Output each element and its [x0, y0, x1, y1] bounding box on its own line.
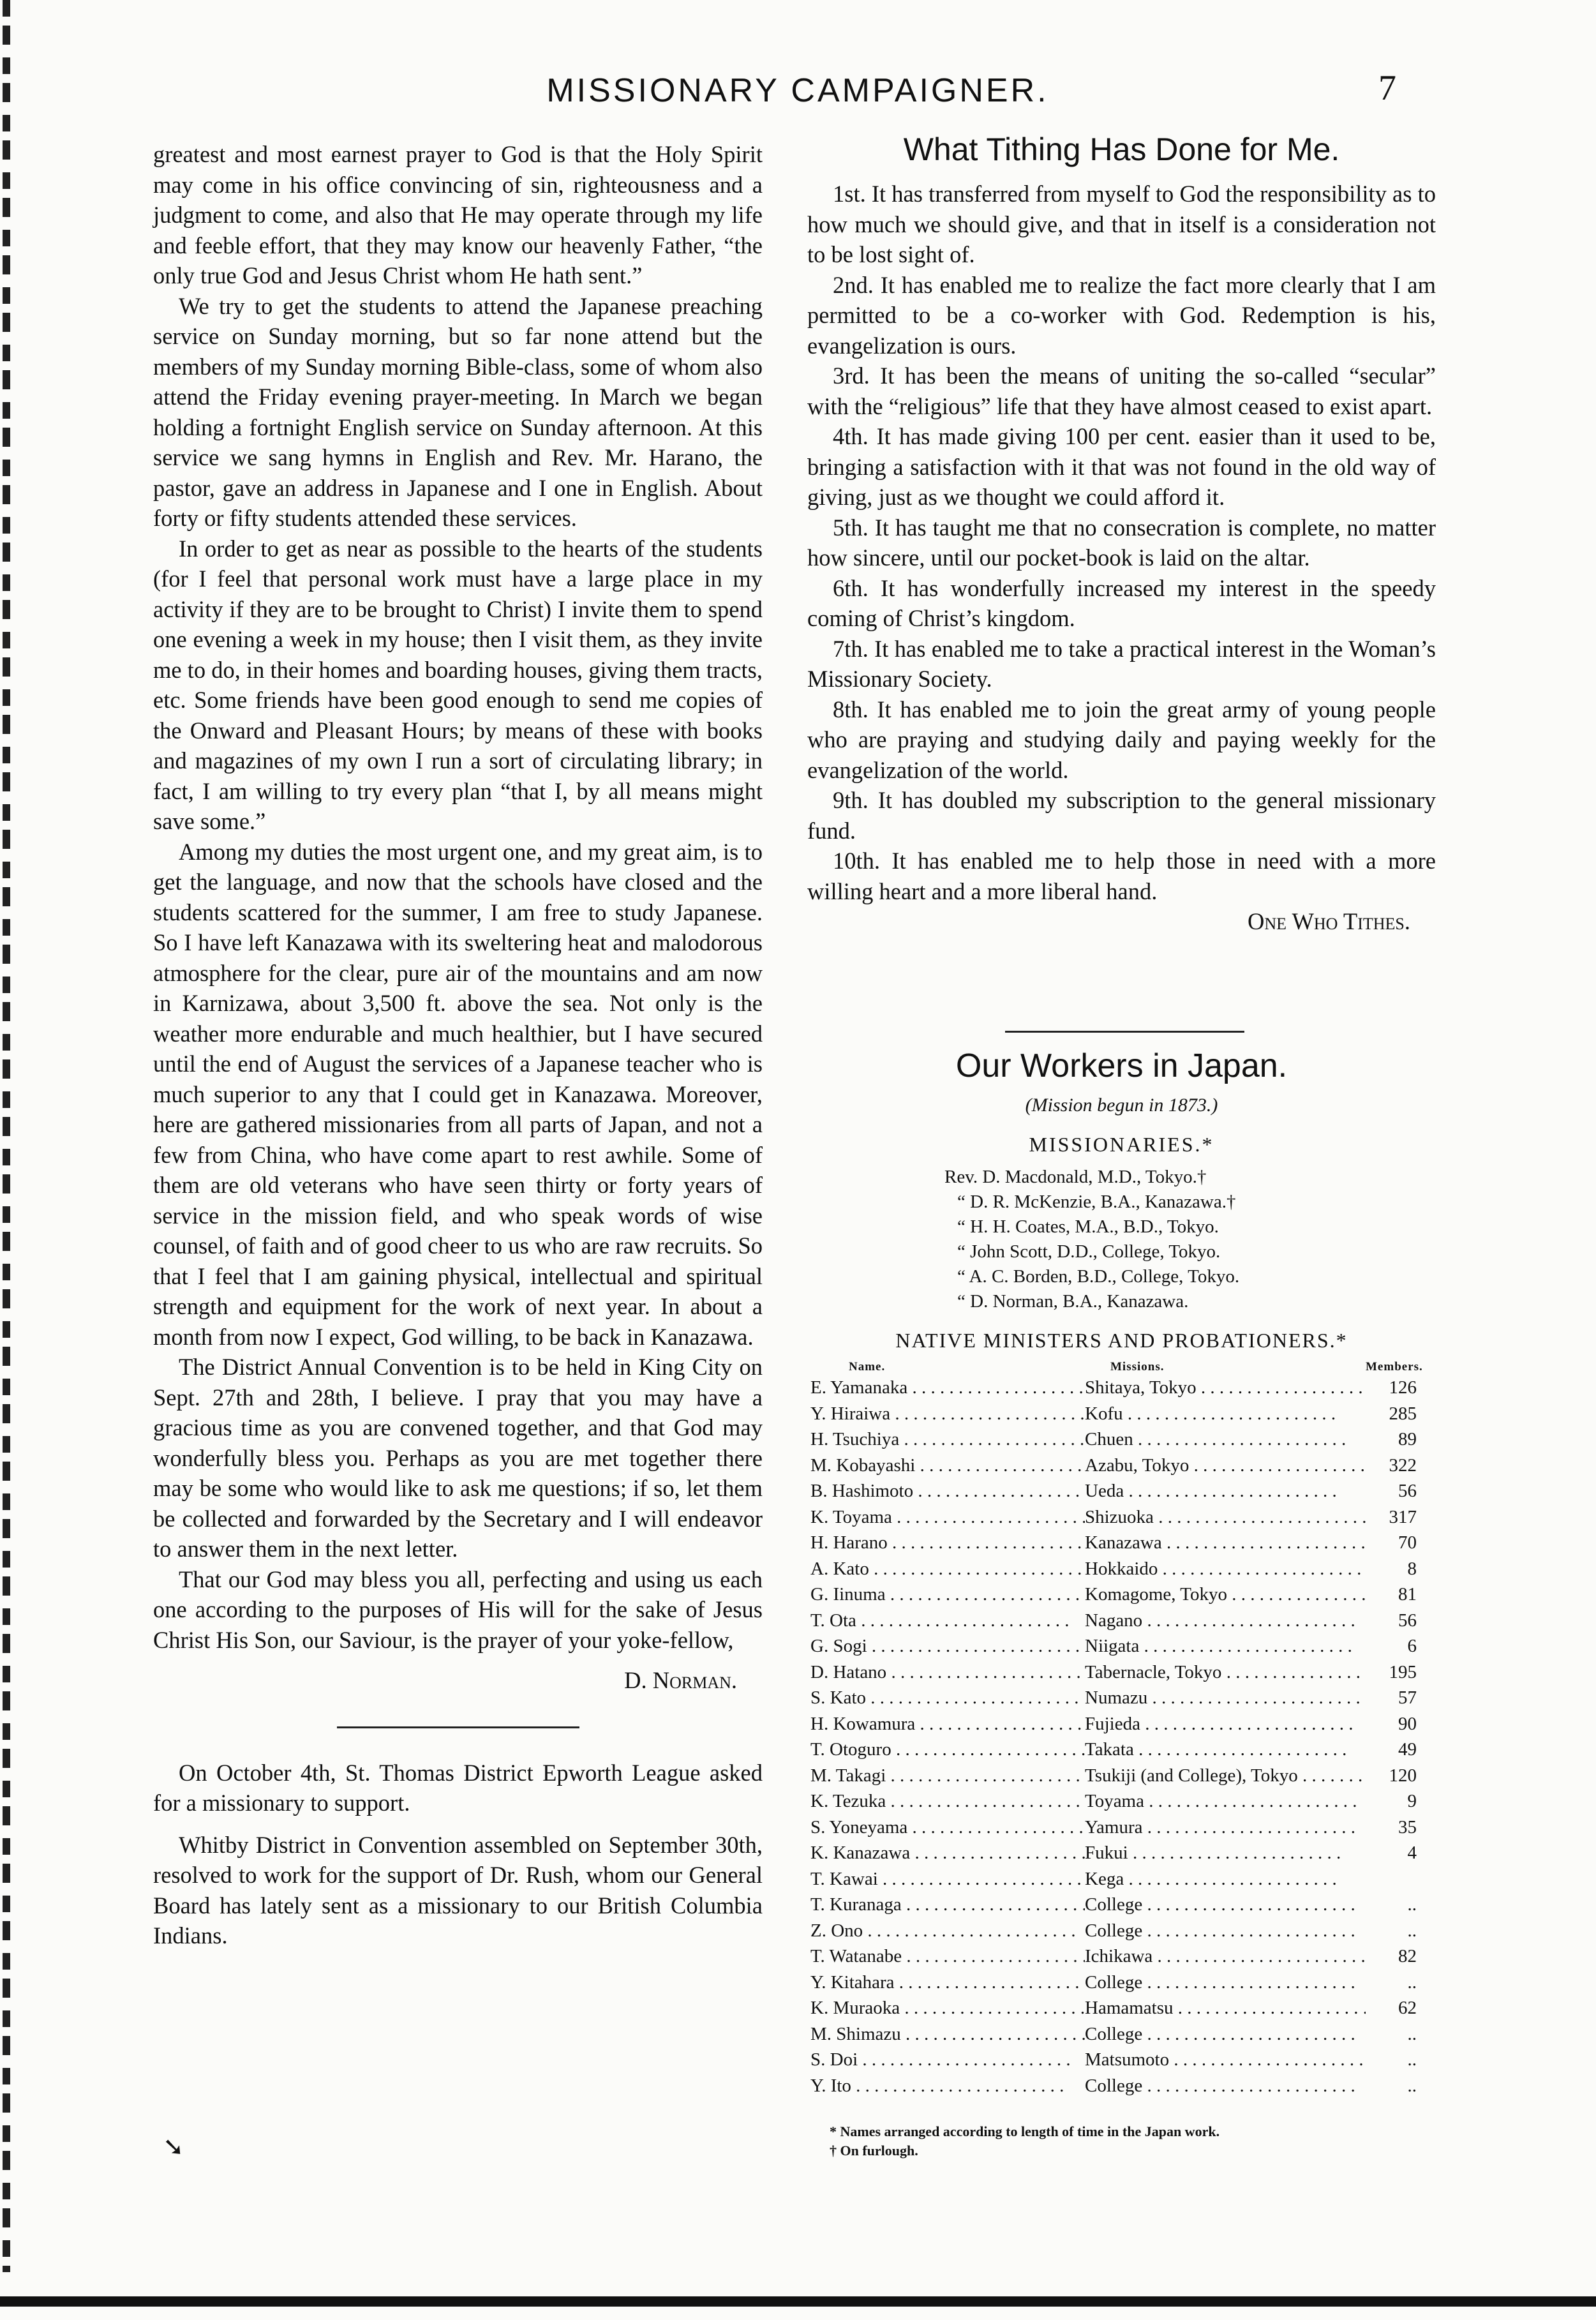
missionary-entry: Rev. D. Macdonald, M.D., Tokyo.† — [944, 1167, 1207, 1187]
worker-mission: Kega . . . — [1085, 1866, 1366, 1892]
worker-members: 8 — [1366, 1556, 1417, 1582]
worker-mission: Kofu . . . — [1085, 1401, 1366, 1427]
worker-name: Z. Ono . . . — [810, 1918, 1085, 1944]
worker-mission: College . . . — [1085, 1892, 1366, 1918]
worker-mission: Fukui . . . — [1085, 1840, 1366, 1866]
tithing-title: What Tithing Has Done for Me. — [903, 131, 1340, 167]
worker-mission: Tabernacle, Tokyo . . . — [1085, 1659, 1366, 1686]
worker-name: K. Toyama . . . — [810, 1504, 1085, 1530]
table-row — [810, 1995, 1423, 2021]
worker-mission: Nagano . . . — [1085, 1608, 1366, 1634]
worker-members: 49 — [1366, 1737, 1417, 1763]
worker-members: 70 — [1366, 1530, 1417, 1556]
section-divider — [1005, 1031, 1244, 1033]
worker-name: H. Kowamura . . . — [810, 1711, 1085, 1737]
worker-members: 195 — [1366, 1659, 1417, 1686]
tithing-point-10: 10th. It has enabled me to help those in need with a more willing heart and a more liberal hand. — [807, 848, 1436, 904]
table-row — [810, 1582, 1423, 1608]
worker-name: M. Kobayashi . . . — [810, 1453, 1085, 1479]
table-row — [810, 2021, 1423, 2047]
worker-mission: College . . . — [1085, 2073, 1366, 2099]
worker-members: .. — [1366, 2021, 1417, 2047]
table-row — [810, 1608, 1423, 1634]
worker-members: 9 — [1366, 1788, 1417, 1815]
footnote-furlough: † On furlough. — [830, 2143, 918, 2159]
worker-name: S. Kato . . . — [810, 1685, 1085, 1711]
table-row — [810, 1453, 1423, 1479]
worker-members: 317 — [1366, 1504, 1417, 1530]
worker-members: 285 — [1366, 1401, 1417, 1427]
worker-name: K. Kanazawa . . . — [810, 1840, 1085, 1866]
table-row — [810, 1866, 1423, 1892]
table-row — [810, 1478, 1423, 1504]
table-row — [810, 1633, 1423, 1659]
tithing-point-4: 4th. It has made giving 100 per cent. easier than it used to be, bringing a satisfaction with it that was not found in the old way of giving, just as we thought we could afford it. — [807, 423, 1436, 510]
notice-whitby: Whitby District in Convention assembled on September 30th, resolved to work for the support of Dr. Rush, whom our General Board has lately sent as a missionary to our British Columbia Indians. — [153, 1831, 763, 1949]
worker-members: 57 — [1366, 1685, 1417, 1711]
missionaries-heading: MISSIONARIES.* — [1029, 1133, 1214, 1156]
table-row — [810, 1763, 1423, 1789]
worker-mission: Tsukiji (and College), Tokyo . . . — [1085, 1763, 1366, 1789]
running-header: MISSIONARY CAMPAIGNER. — [546, 72, 1049, 109]
worker-members: 90 — [1366, 1711, 1417, 1737]
worker-members — [1366, 1866, 1417, 1892]
worker-name: K. Tezuka . . . — [810, 1788, 1085, 1815]
table-row — [810, 1556, 1423, 1582]
table-header — [810, 1359, 1423, 1375]
letter-paragraph-5: The District Annual Convention is to be held in King City on Sept. 27th and 28th, I believe. I pray that you may have a gracious time as you are convened together, and that God may wonderfully bless you. Perhaps as you are met together there may be some who would like to ask me questions; if so, let them be collected and forwarded by the Secretary and I will endeavor to answer them in the next letter. — [153, 1354, 763, 1562]
worker-members: 35 — [1366, 1815, 1417, 1841]
worker-members: 56 — [1366, 1608, 1417, 1634]
worker-members: 89 — [1366, 1426, 1417, 1453]
worker-name: H. Harano . . . — [810, 1530, 1085, 1556]
missionary-entry: “ H. H. Coates, M.A., B.D., Tokyo. — [957, 1216, 1219, 1237]
worker-mission: Chuen . . . — [1085, 1426, 1366, 1453]
worker-members: .. — [1366, 2047, 1417, 2073]
native-ministers-heading: NATIVE MINISTERS AND PROBATIONERS.* — [895, 1329, 1348, 1352]
table-row — [810, 1504, 1423, 1530]
printer-mark: ➘ — [163, 2132, 184, 2161]
worker-name: K. Muraoka . . . — [810, 1995, 1085, 2021]
worker-name: S. Yoneyama . . . — [810, 1815, 1085, 1841]
letter-paragraph-6: That our God may bless you all, perfecting and using us each one according to the purposes of His will for the sake of Jesus Christ His Son, our Saviour, is the prayer of your yoke-fellow, — [153, 1566, 763, 1653]
worker-name: S. Doi . . . — [810, 2047, 1085, 2073]
worker-members: 4 — [1366, 1840, 1417, 1866]
worker-name: E. Yamanaka . . . — [810, 1375, 1085, 1401]
worker-name: H. Tsuchiya . . . — [810, 1426, 1085, 1453]
notice-st-thomas: On October 4th, St. Thomas District Epworth League asked for a missionary to support. — [153, 1759, 763, 1816]
worker-name: T. Otoguro . . . — [810, 1737, 1085, 1763]
left-column — [153, 139, 763, 1951]
worker-mission: Matsumoto . . . — [1085, 2047, 1366, 2073]
letter-paragraph-4: Among my duties the most urgent one, and my great aim, is to get the language, and now that the schools have closed and the students scattered for the summer, I am free to study Japanese. So I have left Kanazawa with its sweltering heat and malodorous atmosphere for the clear, pure air of the mountains and am now in Karnizawa, about 3,500 ft. above the sea. Not only is the weather more endurable and much healthier, but I have secured until the end of August the services of a Japanese teacher who is much superior to any that I could get in Kanazawa. Moreover, here are gathered missionaries from all parts of Japan, and not a few from China, who have come apart to rest awhile. Some of them are old veterans who have seen thirty or forty years of service in the mission field, and who speak words of wise counsel, of faith and of good cheer to us who are raw recruits. So that I feel that I am gaining physical, intellectual and spiritual strength and equipment for the work of next year. In about a month from now I expect, God willing, to be back in Kanazawa. — [153, 838, 763, 1350]
tithing-point-1: 1st. It has transferred from myself to God the responsibility as to how much we should give, and that in itself is a consideration not to be lost sight of. — [807, 181, 1436, 267]
worker-mission: Yamura . . . — [1085, 1815, 1366, 1841]
table-row — [810, 1737, 1423, 1763]
scan-edge-rule — [3, 0, 10, 2272]
worker-mission: Fujieda . . . — [1085, 1711, 1366, 1737]
worker-members: .. — [1366, 1892, 1417, 1918]
table-row — [810, 1892, 1423, 1918]
table-row — [810, 2073, 1423, 2099]
worker-mission: College . . . — [1085, 2021, 1366, 2047]
table-row — [810, 1918, 1423, 1944]
worker-mission: Niigata . . . — [1085, 1633, 1366, 1659]
worker-mission: College . . . — [1085, 1918, 1366, 1944]
col-members-header: Members. — [1366, 1360, 1423, 1373]
missionary-entry: “ D. Norman, B.A., Kanazawa. — [957, 1291, 1189, 1312]
worker-mission: Komagome, Tokyo . . . — [1085, 1582, 1366, 1608]
worker-members: 120 — [1366, 1763, 1417, 1789]
worker-mission: Shizuoka . . . — [1085, 1504, 1366, 1530]
tithing-point-3: 3rd. It has been the means of uniting the so-called “secular” with the “religious” life that they have almost ceased to exist apart. — [807, 363, 1436, 419]
worker-name: Y. Ito . . . — [810, 2073, 1085, 2099]
bottom-edge-rule — [0, 2296, 1596, 2307]
worker-name: D. Hatano . . . — [810, 1659, 1085, 1686]
worker-mission: Kanazawa . . . — [1085, 1530, 1366, 1556]
tithing-point-9: 9th. It has doubled my subscription to the general missionary fund. — [807, 787, 1436, 844]
worker-mission: Ichikawa . . . — [1085, 1943, 1366, 1970]
worker-members: .. — [1366, 1918, 1417, 1944]
worker-name: T. Watanabe . . . — [810, 1943, 1085, 1970]
tithing-point-7: 7th. It has enabled me to take a practical interest in the Woman’s Missionary Society. — [807, 635, 1436, 692]
mission-begun-note: (Mission begun in 1873.) — [1025, 1095, 1218, 1116]
table-row — [810, 1426, 1423, 1453]
table-row — [810, 1815, 1423, 1841]
worker-mission: Toyama . . . — [1085, 1788, 1366, 1815]
missionary-entry: “ John Scott, D.D., College, Tokyo. — [957, 1241, 1221, 1262]
native-ministers-table — [810, 1359, 1423, 2099]
worker-mission: Ueda . . . — [1085, 1478, 1366, 1504]
worker-members: 322 — [1366, 1453, 1417, 1479]
table-row — [810, 1530, 1423, 1556]
tithing-list — [807, 179, 1436, 937]
tithing-point-6: 6th. It has wonderfully increased my interest in the speedy coming of Christ’s kingdom. — [807, 574, 1436, 631]
missionary-entry: “ D. R. McKenzie, B.A., Kanazawa.† — [957, 1192, 1236, 1212]
section-divider — [337, 1726, 579, 1728]
table-row — [810, 1711, 1423, 1737]
worker-name: Y. Hiraiwa . . . — [810, 1401, 1085, 1427]
worker-members: 126 — [1366, 1375, 1417, 1401]
worker-mission: Hokkaido . . . — [1085, 1556, 1366, 1582]
page-number: 7 — [1378, 68, 1396, 108]
worker-members: 81 — [1366, 1582, 1417, 1608]
table-row — [810, 1375, 1423, 1401]
worker-members: .. — [1366, 1970, 1417, 1996]
worker-members: 82 — [1366, 1943, 1417, 1970]
letter-signature: D. Norman. — [624, 1667, 737, 1693]
col-mission-header: Missions. — [1110, 1360, 1165, 1373]
table-row — [810, 1840, 1423, 1866]
table-row — [810, 1401, 1423, 1427]
tithing-signature: One Who Tithes. — [1247, 908, 1410, 934]
letter-paragraph-3: In order to get as near as possible to the hearts of the students (for I feel that personal work must have a large place in my activity if they are to be brought to Christ) I invite them to spend one evening a week in my house; then I visit them, as they invite me to do, in their homes and boarding houses, giving them tracts, etc. Some friends have been good enough to send me copies of the Onward and Pleasant Hours; by means of these with books and magazines of my own I run a sort of circulating library; in fact, I am willing to try every plan “that I, by all means might save some.” — [153, 535, 763, 834]
missionary-entry: “ A. C. Borden, B.D., College, Tokyo. — [957, 1266, 1240, 1287]
worker-members: 6 — [1366, 1633, 1417, 1659]
worker-name: A. Kato . . . — [810, 1556, 1085, 1582]
tithing-point-2: 2nd. It has enabled me to realize the fact more clearly that I am permitted to be a co-worker with God. Redemption is his, evangelization is ours. — [807, 271, 1436, 359]
table-row — [810, 1685, 1423, 1711]
tithing-point-8: 8th. It has enabled me to join the great army of young people who are praying and studying daily and paying weekly for the evangelization of the world. — [807, 696, 1436, 783]
worker-mission: Takata . . . — [1085, 1737, 1366, 1763]
table-row — [810, 1943, 1423, 1970]
worker-name: B. Hashimoto . . . — [810, 1478, 1085, 1504]
footnotes — [830, 2122, 1219, 2160]
col-name-header: Name. — [849, 1360, 886, 1373]
worker-mission: Shitaya, Tokyo . . . — [1085, 1375, 1366, 1401]
footnote-order: * Names arranged according to length of time in the Japan work. — [830, 2123, 1220, 2139]
table-row — [810, 2047, 1423, 2073]
table-row — [810, 1970, 1423, 1996]
tithing-point-5: 5th. It has taught me that no consecration is complete, no matter how sincere, until our pocket-book is laid on the altar. — [807, 514, 1436, 571]
worker-members: 56 — [1366, 1478, 1417, 1504]
worker-members: .. — [1366, 2073, 1417, 2099]
table-row — [810, 1788, 1423, 1815]
letter-paragraph-1: greatest and most earnest prayer to God is that the Holy Spirit may come in his office convincing of sin, righteousness and a judgment to come, and also that He may operate through my life and feeble effort, that they may know our heavenly Father, “the only true God and Jesus Christ whom He hath sent.” — [153, 141, 763, 288]
worker-mission: Hamamatsu . . . — [1085, 1995, 1366, 2021]
worker-mission: Azabu, Tokyo . . . — [1085, 1453, 1366, 1479]
worker-name: T. Ota . . . — [810, 1608, 1085, 1634]
worker-name: Y. Kitahara . . . — [810, 1970, 1085, 1996]
worker-name: T. Kuranaga . . . — [810, 1892, 1085, 1918]
worker-name: T. Kawai . . . — [810, 1866, 1085, 1892]
worker-name: M. Takagi . . . — [810, 1763, 1085, 1789]
table-row — [810, 1659, 1423, 1686]
worker-name: G. Iinuma . . . — [810, 1582, 1085, 1608]
worker-name: M. Shimazu . . . — [810, 2021, 1085, 2047]
worker-name: G. Sogi . . . — [810, 1633, 1085, 1659]
workers-title: Our Workers in Japan. — [955, 1047, 1288, 1084]
missionaries-list — [944, 1165, 1239, 1314]
worker-mission: College . . . — [1085, 1970, 1366, 1996]
worker-mission: Numazu . . . — [1085, 1685, 1366, 1711]
letter-paragraph-2: We try to get the students to attend the Japanese preaching service on Sunday morning, but so far none attend but the members of my Sunday morning Bible-class, some of whom also attend the Friday evening prayer-meeting. In March we began holding a fortnight English service on Sunday afternoon. At this service we sang hymns in English and Rev. Mr. Harano, the pastor, gave an address in Japanese and I one in English. About forty or fifty students attended these services. — [153, 292, 763, 531]
worker-members: 62 — [1366, 1995, 1417, 2021]
